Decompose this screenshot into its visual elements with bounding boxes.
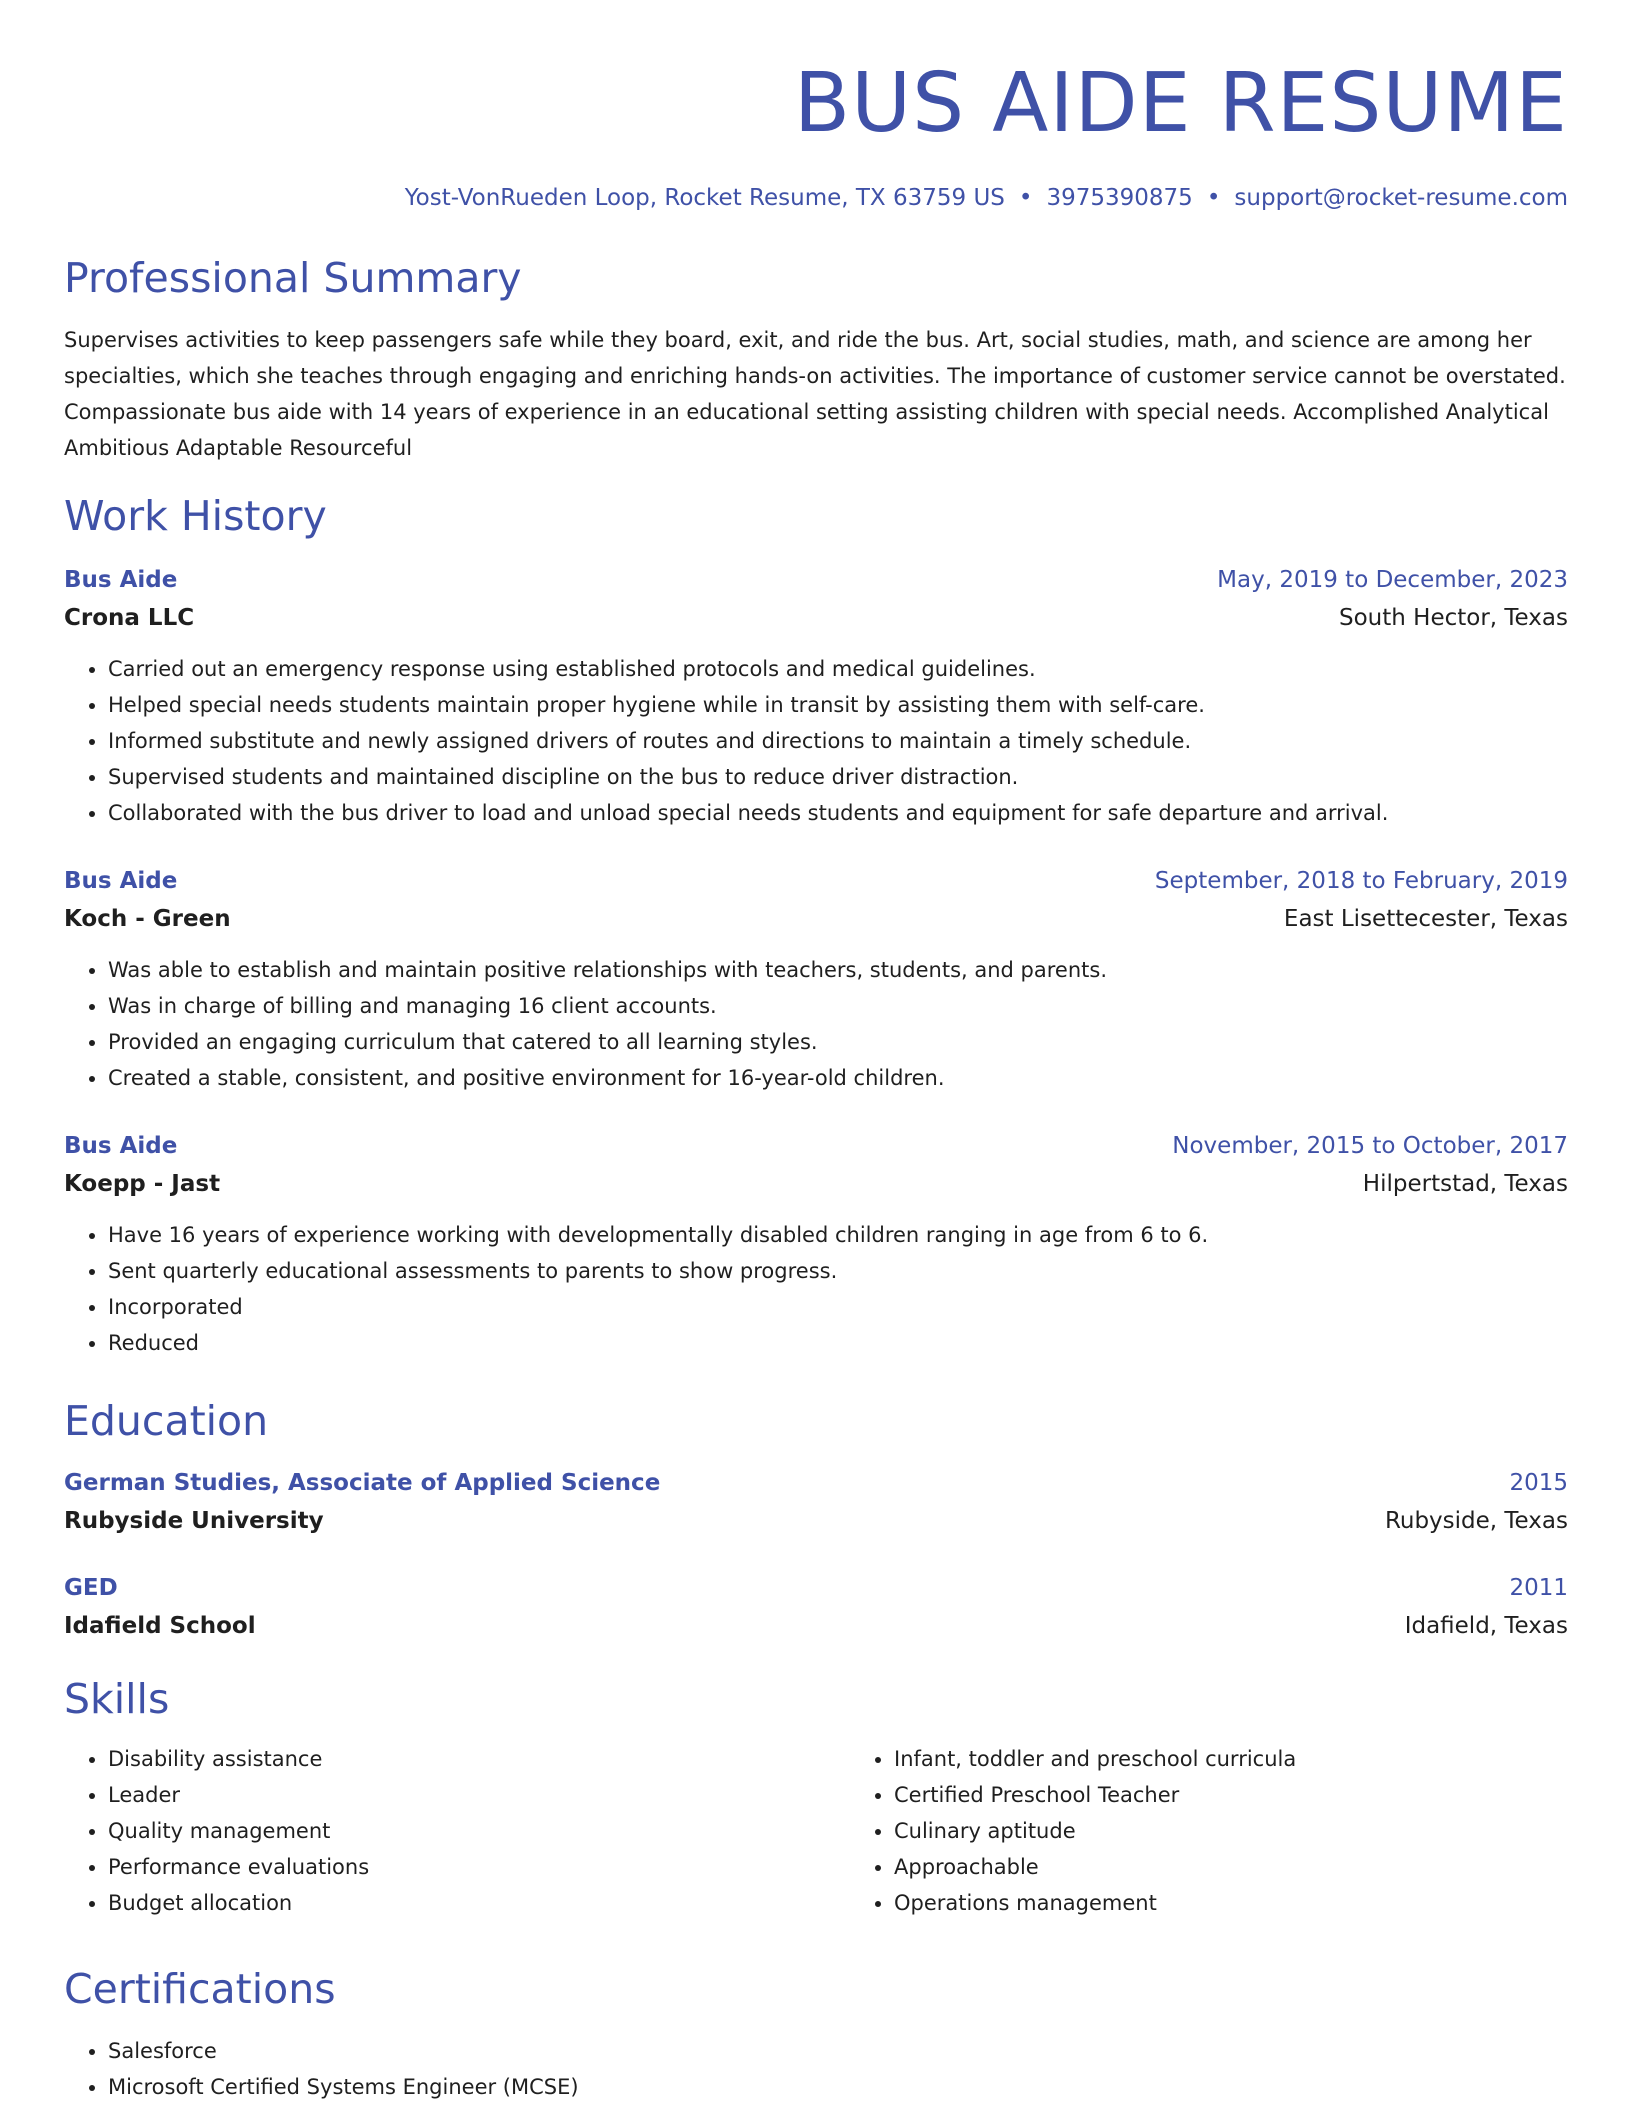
list-item: • Microsoft Certified Systems Engineer (MCSE) — [108, 2069, 1568, 2105]
education-year: 2011 — [1509, 1575, 1568, 1601]
list-item: • Quality management — [108, 1813, 850, 1849]
list-item: • Created a stable, consistent, and positive environment for 16-year-old children. — [108, 1060, 1568, 1096]
list-item: • Informed substitute and newly assigned drivers of routes and directions to maintain a timely schedule. — [108, 723, 1568, 759]
job-role: Bus Aide — [64, 567, 178, 593]
work-history-heading: Work History — [64, 492, 327, 540]
education-location: Rubyside, Texas — [1384, 1508, 1568, 1534]
job-company: Koepp - Jast — [64, 1171, 221, 1197]
summary-text: Supervises activities to keep passengers safe while they board, exit, and ride the bus. Art, social studies, math, and science are among her specialties, which she teaches through engaging and enriching hands-on activities. The importance of customer service cannot be overstated. Compassionate bus aide with 14 years of experience in an educational setting assisting children with special needs. Accomplished Analytical Ambitious Adaptable Resourceful — [64, 328, 1566, 460]
job-location: Hilpertstad, Texas — [1362, 1171, 1568, 1197]
education-year: 2015 — [1509, 1470, 1568, 1496]
list-item: • Culinary aptitude — [894, 1813, 1632, 1849]
list-item: • Budget allocation — [108, 1885, 850, 1921]
contact-phone: 3975390875 — [1046, 185, 1193, 211]
list-item: • Reduced — [108, 1325, 1568, 1361]
contact-email: support@rocket-resume.com — [1234, 185, 1568, 211]
education-school: Idafield School — [64, 1613, 256, 1639]
education-school: Rubyside University — [64, 1508, 324, 1534]
list-item: • Carried out an emergency response using established protocols and medical guidelines. — [108, 651, 1568, 687]
contact-separator: • — [1018, 185, 1033, 211]
job-dates: September, 2018 to February, 2019 — [1154, 868, 1568, 894]
list-item: • Was in charge of billing and managing 16 client accounts. — [108, 988, 1568, 1024]
contact-address: Yost-VonRueden Loop, Rocket Resume, TX 63759 US — [404, 185, 1005, 211]
job-location: South Hector, Texas — [1339, 605, 1568, 631]
job-entry — [64, 865, 1568, 1096]
certifications-heading: Certifications — [64, 1965, 336, 2013]
skills-columns — [64, 1741, 1568, 1921]
list-item: • Performance evaluations — [108, 1849, 850, 1885]
job-company: Koch - Green — [64, 906, 231, 932]
list-item: • Leader — [108, 1777, 850, 1813]
list-item: • Helped special needs students maintain proper hygiene while in transit by assisting them with self-care. — [108, 687, 1568, 723]
list-item: • Disability assistance — [108, 1741, 850, 1777]
list-item: • Infant, toddler and preschool curricula — [894, 1741, 1632, 1777]
education-heading: Education — [64, 1397, 269, 1445]
summary-heading: Professional Summary — [64, 254, 522, 302]
certifications-list — [64, 2033, 1568, 2105]
list-item: • Certified Preschool Teacher — [894, 1777, 1632, 1813]
job-company: Crona LLC — [64, 605, 195, 631]
resume-header — [64, 0, 1568, 214]
education-degree: GED — [64, 1575, 118, 1601]
contact-separator: • — [1206, 185, 1221, 211]
job-duties — [64, 952, 1568, 1096]
list-item: • Incorporated — [108, 1289, 1568, 1325]
job-entry — [64, 564, 1568, 831]
education-entry — [64, 1572, 1568, 1643]
education-location: Idafield, Texas — [1404, 1613, 1568, 1639]
job-role: Bus Aide — [64, 868, 178, 894]
list-item: • Supervised students and maintained discipline on the bus to reduce driver distraction. — [108, 759, 1568, 795]
list-item: • Operations management — [894, 1885, 1632, 1921]
job-dates: May, 2019 to December, 2023 — [1217, 567, 1568, 593]
list-item: • Have 16 years of experience working with developmentally disabled children ranging in age from 6 to 6. — [108, 1217, 1568, 1253]
list-item: • Approachable — [894, 1849, 1632, 1885]
job-entry — [64, 1130, 1568, 1361]
list-item: • Salesforce — [108, 2033, 1568, 2069]
skills-heading: Skills — [64, 1675, 170, 1723]
job-duties — [64, 1217, 1568, 1361]
skills-list-right — [850, 1741, 1632, 1921]
job-dates: November, 2015 to October, 2017 — [1172, 1133, 1568, 1159]
list-item: • Sent quarterly educational assessments to parents to show progress. — [108, 1253, 1568, 1289]
list-item: • Was able to establish and maintain positive relationships with teachers, students, and parents. — [108, 952, 1568, 988]
job-location: East Lisettecester, Texas — [1283, 906, 1568, 932]
education-degree: German Studies, Associate of Applied Science — [64, 1470, 661, 1496]
list-item: • Collaborated with the bus driver to load and unload special needs students and equipment for safe departure and arrival. — [108, 795, 1568, 831]
job-role: Bus Aide — [64, 1133, 178, 1159]
contact-line — [64, 182, 1568, 214]
list-item: • Provided an engaging curriculum that catered to all learning styles. — [108, 1024, 1568, 1060]
skills-list-left — [64, 1741, 850, 1921]
job-duties — [64, 651, 1568, 831]
resume-title: BUS AIDE RESUME — [793, 56, 1568, 151]
education-entry — [64, 1467, 1568, 1538]
